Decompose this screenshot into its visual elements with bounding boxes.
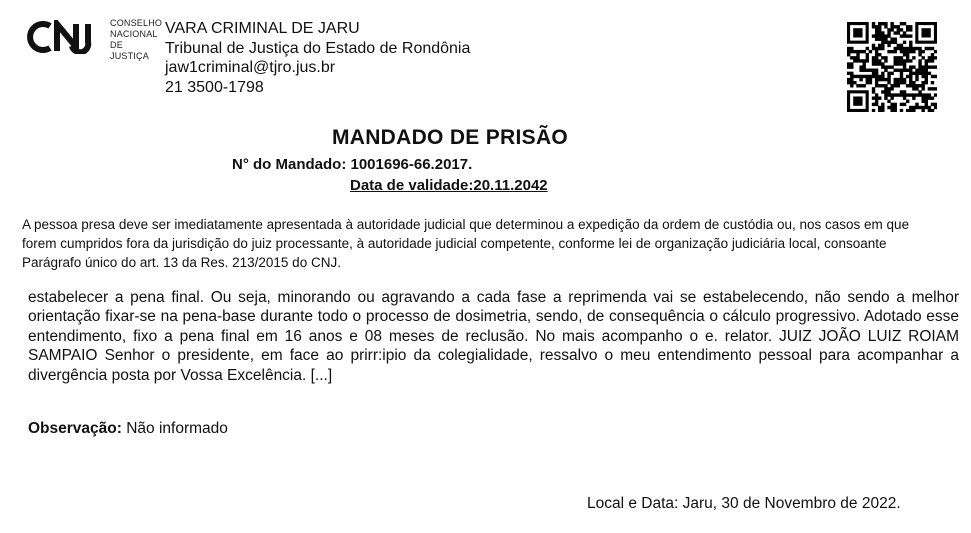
observation-label: Observação:: [28, 420, 122, 437]
logo-line-2: NACIONAL: [110, 29, 158, 39]
cnj-logo: [26, 14, 161, 60]
court-header: [165, 19, 470, 97]
custody-notice: A pessoa presa deve ser imediatamente apresentada à autoridade judicial que determinou a expedição da ordem de custódia ou, nos casos em que forem cumpridos fora da jurisdição do juiz processante, à autoridade judicial competente, conforme lei de organização judiciária local, consoante Parágrafo único do art. 13 da Res. 213/2015 do CNJ.: [22, 217, 910, 270]
qr-code: [847, 22, 937, 112]
observation: [28, 420, 228, 438]
observation-value: Não informado: [126, 420, 228, 437]
mandado-number: N° do Mandado: 1001696-66.2017.: [232, 156, 473, 173]
court-name: VARA CRIMINAL DE JARU: [165, 20, 360, 37]
cnj-logo-mark: [26, 20, 106, 54]
place-and-date: Local e Data: Jaru, 30 de Novembro de 2022.: [587, 495, 901, 512]
decision-excerpt: estabelecer a pena final. Ou seja, minorando ou agravando a cada fase a reprimenda vai se estabelecendo, não sendo a melhor orientação fixar-se na pena-base durante todo o processo de dosimetria, sendo, de consequência o cálculo progressivo. Adotado esse entendimento, fixo a pena final em 16 anos e 08 meses de reclusão. No mais acompanho o e. relator. JUIZ JOÃO LUIZ ROIAM SAMPAIO Senhor o presidente, em face ao prirr:ipio da colegialidade, ressalvo o meu entendimento pessoal para acompanhar a divergência posta por Vossa Excelência. [...]: [28, 289, 959, 384]
logo-line-3: DE JUSTIÇA: [110, 40, 149, 61]
validity-date: Data de validade:20.11.2042: [350, 177, 548, 194]
document-title: MANDADO DE PRISÃO: [331, 126, 569, 149]
logo-caption: [110, 18, 162, 62]
court-phone: 21 3500-1798: [165, 78, 264, 96]
logo-line-1: CONSELHO: [110, 18, 163, 28]
court-email: jaw1criminal@tjro.jus.br: [165, 59, 336, 76]
tribunal-name: Tribunal de Justiça do Estado de Rondônia: [165, 39, 471, 57]
